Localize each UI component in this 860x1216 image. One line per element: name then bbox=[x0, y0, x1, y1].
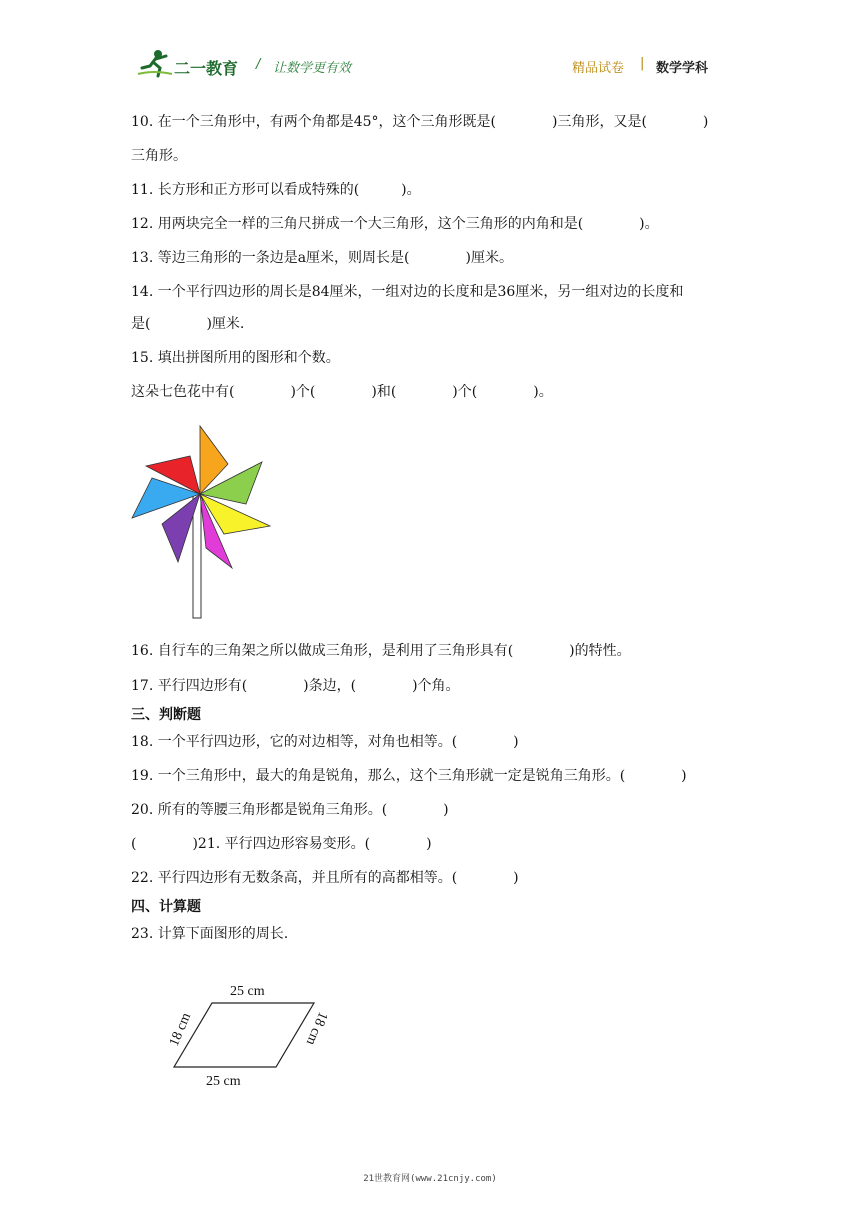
question-21: ( )21. 平行四边形容易变形。( ) bbox=[131, 836, 432, 852]
section-judge-title: 三、判断题 bbox=[131, 707, 201, 723]
parallelogram-figure bbox=[150, 975, 340, 1095]
parallelogram-shape bbox=[174, 1003, 314, 1067]
question-23: 23. 计算下面图形的周长. bbox=[131, 926, 289, 942]
header-slogan: 让数学更有效 bbox=[273, 61, 352, 76]
question-19: 19. 一个三角形中，最大的角是锐角，那么，这个三角形就一定是锐角三角形。( ) bbox=[131, 768, 687, 784]
question-13: 13. 等边三角形的一条边是a厘米，则周长是( )厘米。 bbox=[131, 250, 513, 266]
runner-logo-icon bbox=[136, 48, 174, 78]
question-20: 20. 所有的等腰三角形都是锐角三角形。( ) bbox=[131, 802, 449, 818]
question-14-line2: 是( )厘米. bbox=[131, 316, 245, 332]
section-calc-title: 四、计算题 bbox=[131, 899, 201, 915]
label-right: 18 cm bbox=[302, 1009, 331, 1048]
question-11: 11. 长方形和正方形可以看成特殊的( )。 bbox=[131, 182, 421, 198]
label-top: 25 cm bbox=[230, 984, 265, 999]
label-left: 18 cm bbox=[166, 1010, 195, 1049]
question-17: 17. 平行四边形有( )条边，( )个角。 bbox=[131, 678, 460, 694]
label-bottom: 25 cm bbox=[206, 1074, 241, 1089]
question-10-line2: 三角形。 bbox=[131, 148, 187, 164]
question-12: 12. 用两块完全一样的三角尺拼成一个大三角形，这个三角形的内角和是( )。 bbox=[131, 216, 659, 232]
footer-text: 21世教育网(www.21cnjy.com) bbox=[363, 1174, 497, 1184]
logo-text: 二一教育 bbox=[174, 59, 239, 78]
question-10-line1: 10. 在一个三角形中，有两个角都是45°，这个三角形既是( )三角形，又是( ) bbox=[131, 114, 709, 130]
header-separator: | bbox=[640, 56, 645, 71]
question-14-line1: 14. 一个平行四边形的周长是84厘米，一组对边的长度和是36厘米，另一组对边的长度和 bbox=[131, 284, 684, 300]
header-right-label: 精品试卷 bbox=[572, 61, 625, 76]
question-15-sub: 这朵七色花中有( )个( )和( )个( )。 bbox=[131, 384, 553, 400]
question-22: 22. 平行四边形有无数条高，并且所有的高都相等。( ) bbox=[131, 870, 519, 886]
pinwheel-figure bbox=[128, 422, 278, 622]
question-16: 16. 自行车的三角架之所以做成三角形，是利用了三角形具有( )的特性。 bbox=[131, 643, 631, 659]
question-18: 18. 一个平行四边形，它的对边相等，对角也相等。( ) bbox=[131, 734, 519, 750]
question-15: 15. 填出拼图所用的图形和个数。 bbox=[131, 350, 340, 366]
header-slash: / bbox=[256, 57, 261, 72]
header-subject: 数学学科 bbox=[656, 61, 709, 76]
